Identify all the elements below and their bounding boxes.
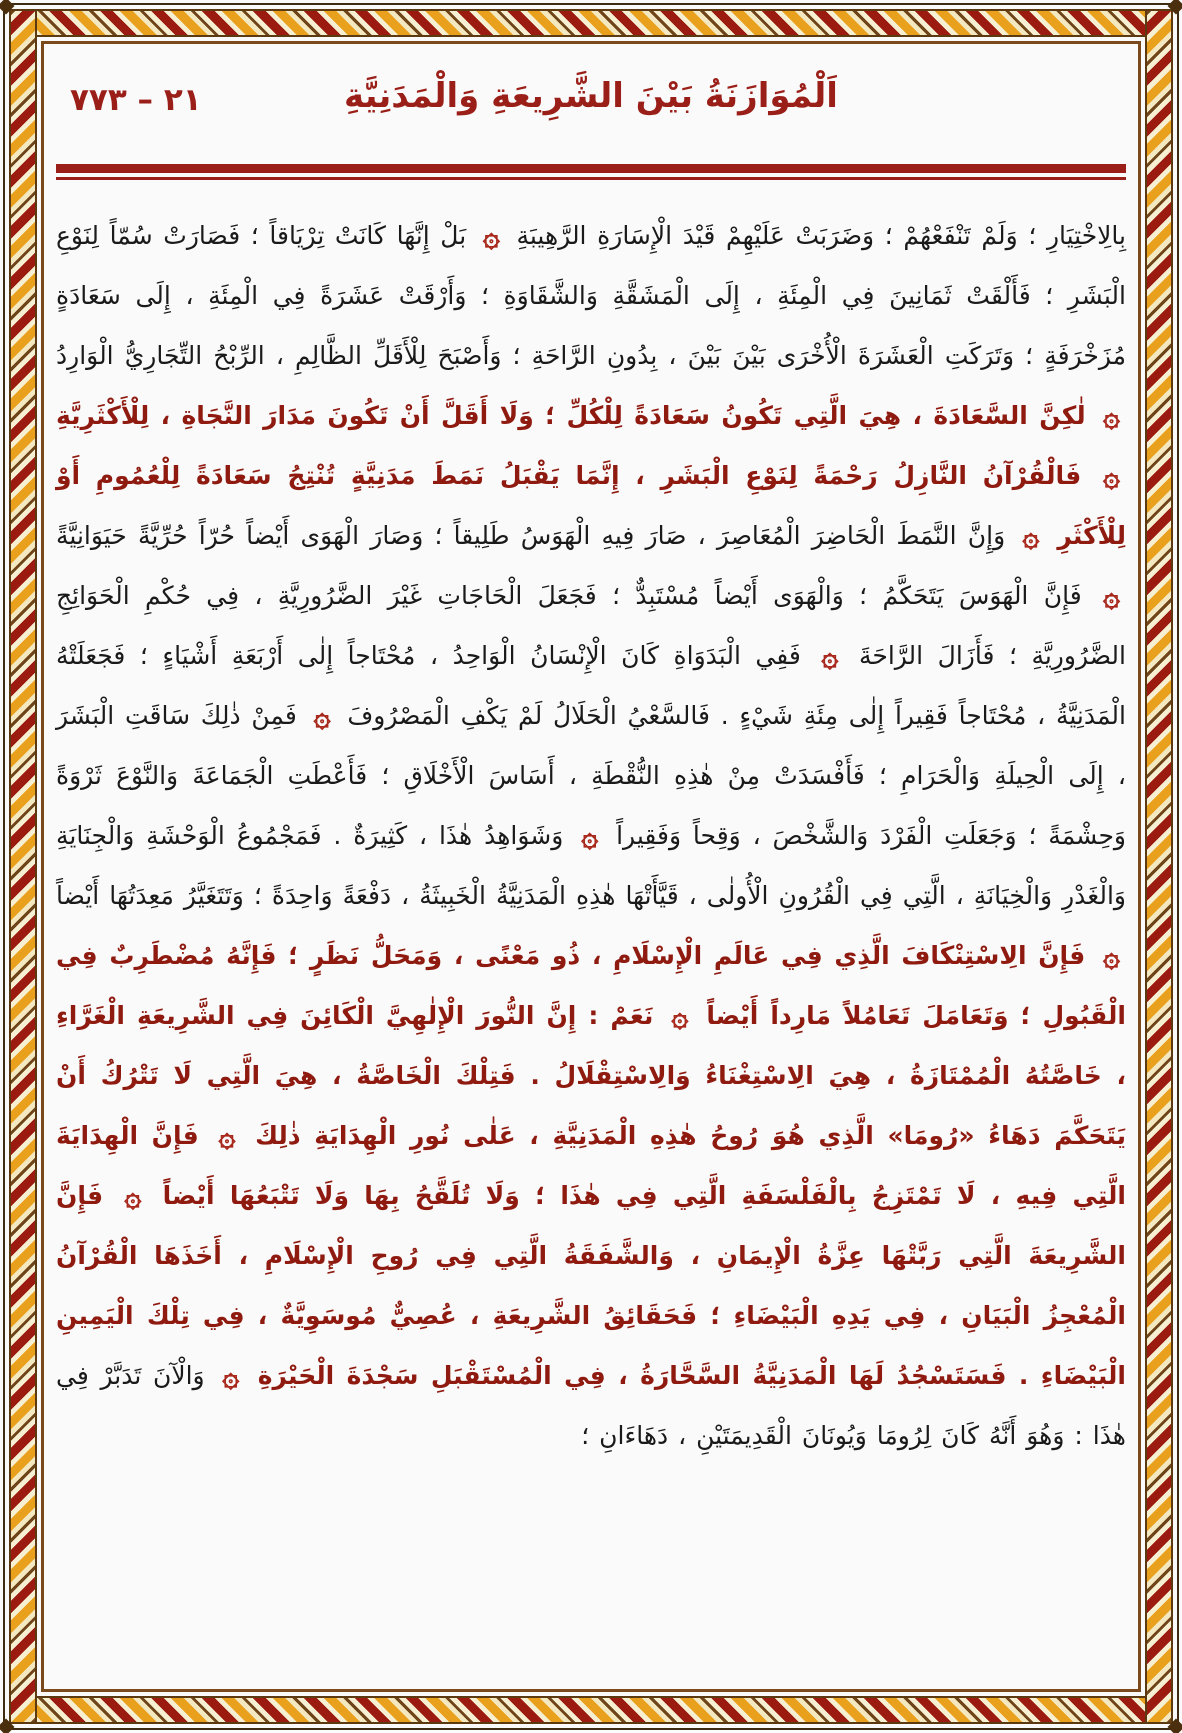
text-run-black: وَإِنَّ النَّمَطَ الْحَاضِرَ الْمُعَاصِرَ ، صَارَ فِيهِ الْهَوَسُ طَلِيقاً ؛ وَصَارَ الْهَوَى أَيْضاً حُرّاً حُرِّيَّةً حَيَوَانِيَّةً <box>56 521 1017 550</box>
rosette-separator-icon: ۞ <box>222 1359 240 1393</box>
text-run-red: فَإِنَّ الِاسْتِنْكَافَ الَّذِي فِي عَالَمِ الْإِسْلَامِ ، ذُو مَعْنًى ، وَمَحَلُّ نَظَرٍ ؛ فَإِنَّهُ مُضْطَرِبٌ فِي الْقَبُولِ ؛ وَتَعَامَلَ تَعَامُلاً مَارِداً أَيْضاً <box>56 941 1126 1030</box>
page-number-marker: ٢١ – ٧٧٣ <box>70 82 202 118</box>
rosette-separator-icon: ۞ <box>1022 519 1040 553</box>
header-divider-thick <box>56 164 1126 173</box>
border-chain-left <box>9 9 37 1724</box>
body-text <box>56 206 1126 1466</box>
text-run-black: وَالْآنَ تَدَبَّرْ فِي هٰذَا : وَهُوَ أَنَّهُ كَانَ لِرُومَا وَيُونَانَ الْقَدِيمَتَيْنِ ، دَهَاءَانِ ؛ <box>56 1361 1126 1450</box>
border-chain-right <box>1145 9 1173 1724</box>
text-run-red: نَعَمْ : إِنَّ النُّورَ الْإِلٰهِيَّ الْكَائِنَ فِي الشَّرِيعَةِ الْغَرَّاءِ ، خَاصَّتُهُ الْمُمْتَازَةُ ، هِيَ الِاسْتِغْنَاءُ وَالِاسْتِقْلَالُ . فَتِلْكَ الْخَاصَّةُ ، هِيَ الَّتِي لَا تَتْرُكُ أَنْ يَتَحَكَّمَ دَهَاءُ «رُومَا» الَّذِي هُوَ رُوحُ هٰذِهِ الْمَدَنِيَّةِ ، عَلٰى نُورِ الْهِدَايَةِ ذٰلِكَ <box>56 1001 1126 1150</box>
rosette-separator-icon: ۞ <box>671 999 689 1033</box>
text-run-black: بَلْ إِنَّهَا كَانَتْ تِرْيَاقاً ؛ فَصَارَتْ سُمّاً لِنَوْعِ الْبَشَرِ ؛ فَأَلْقَتْ ثَمَانِينَ فِي الْمِئَةِ ، إِلَى الْمَشَقَّةِ وَالشَّقَاوَةِ ؛ وَأَرْقَتْ عَشَرَةً فِي الْمِئَةِ ، إِلَى سَعَادَةٍ مُزَخْرَفَةٍ ؛ وَتَرَكَتِ الْعَشَرَةَ الْأُخْرَى بَيْنَ بَيْنَ ، بِدُونِ الرَّاحَةِ ؛ وَأَصْبَحَ لِلْأَقَلِّ الظَّالِمِ ، الرِّبْحُ التِّجَارِيُّ الْوَارِدُ <box>56 221 1126 370</box>
border-chain-bottom <box>9 1696 1173 1724</box>
text-run-red: فَإِنَّ الْهِدَايَةَ الَّتِي فِيهِ ، لَا تَمْتَزِجُ بِالْفَلْسَفَةِ الَّتِي فِي هٰذَا ؛ وَلَا تُلَقَّحُ بِهَا وَلَا تَتْبَعُهَا أَيْضاً <box>56 1121 1126 1210</box>
text-run-black: بِالِاخْتِيَارِ ؛ وَلَمْ تَنْفَعْهُمْ ؛ وَضَرَبَتْ عَلَيْهِمْ قَيْدَ الْإِسَارَةِ الرَّهِيبَةِ <box>505 221 1127 250</box>
rosette-separator-icon: ۞ <box>821 639 839 673</box>
page-title: اَلْمُوَازَنَةُ بَيْنَ الشَّرِيعَةِ وَالْمَدَنِيَّةِ <box>344 76 838 116</box>
page-content <box>56 48 1126 1685</box>
border-chain-top <box>9 9 1173 37</box>
rosette-separator-icon: ۞ <box>581 819 599 853</box>
text-run-red: فَالْقُرْآنُ النَّازِلُ رَحْمَةً لِنَوْعِ الْبَشَرِ ، إِنَّمَا يَقْبَلُ نَمَطَ مَدَنِيَّةٍ تُنْتِجُ سَعَادَةً لِلْعُمُومِ أَوْ لِلْأَكْثَرِ <box>56 461 1126 550</box>
rosette-separator-icon: ۞ <box>482 219 500 253</box>
rosette-separator-icon: ۞ <box>124 1179 142 1213</box>
text-run-black: فَإِنَّ الْهَوَسَ يَتَحَكَّمُ ؛ وَالْهَوَى أَيْضاً مُسْتَبِدٌّ ؛ فَجَعَلَ الْحَاجَاتِ غَيْرَ الضَّرُورِيَّةِ ، فِي حُكْمِ الْحَوَائِجِ الضَّرُورِيَّةِ ؛ فَأَزَالَ الرَّاحَةَ <box>56 581 1126 670</box>
header-divider-thin <box>56 177 1126 180</box>
rosette-separator-icon: ۞ <box>1103 579 1120 613</box>
rosette-separator-icon: ۞ <box>313 699 331 733</box>
text-run-red: لٰكِنَّ السَّعَادَةَ ، هِيَ الَّتِي تَكُونُ سَعَادَةً لِلْكُلِّ ؛ وَلَا أَقَلَّ أَنْ تَكُونَ مَدَارَ النَّجَاةِ ، لِلْأَكْثَرِيَّةِ <box>56 401 1097 430</box>
text-run-black: فَمِنْ ذٰلِكَ سَاقَتِ الْبَشَرَ ، إِلَى الْحِيلَةِ وَالْحَرَامِ ؛ فَأَفْسَدَتْ مِنْ هٰذِهِ النُّقْطَةِ ، أَسَاسَ الْأَخْلَاقِ ؛ فَأَعْطَتِ الْجَمَاعَةَ وَالنَّوْعَ ثَرْوَةً وَحِشْمَةً ؛ وَجَعَلَتِ الْفَرْدَ وَالشَّخْصَ ، وَقِحاً وَفَقِيراً <box>56 701 1126 850</box>
rosette-separator-icon: ۞ <box>1103 459 1120 493</box>
text-run-black: فَفِي الْبَدَوَاةِ كَانَ الْإِنْسَانُ الْوَاحِدُ ، مُحْتَاجاً إِلٰى أَرْبَعَةِ أَشْيَاءٍ ؛ فَجَعَلَتْهُ الْمَدَنِيَّةُ ، مُحْتَاجاً فَقِيراً إِلٰى مِئَةِ شَيْءٍ . فَالسَّعْيُ الْحَلَالُ لَمْ يَكْفِ الْمَصْرُوفَ <box>56 641 1126 730</box>
text-run-black: وَشَوَاهِدُ هٰذَا ، كَثِيرَةٌ . فَمَجْمُوعُ الْوَحْشَةِ وَالْجِنَايَةِ وَالْغَدْرِ وَالْخِيَانَةِ ، الَّتِي فِي الْقُرُونِ الْأُولٰى ، قَيَّأَتْهَا هٰذِهِ الْمَدَنِيَّةُ الْخَبِيثَةُ ، دَفْعَةً وَاحِدَةً ؛ وَتَتَغَيَّرُ مَعِدَتُهَا أَيْضاً <box>56 821 1126 910</box>
rosette-separator-icon: ۞ <box>1103 399 1120 433</box>
page-header <box>56 76 1126 150</box>
rosette-separator-icon: ۞ <box>1103 939 1120 973</box>
text-run-red: فَإِنَّ الشَّرِيعَةَ الَّتِي رَبَّتْهَا عِزَّةُ الْإِيمَانِ ، وَالشَّفَقَةُ الَّتِي فِي رُوحِ الْإِسْلَامِ ، أَخَذَهَا الْقُرْآنُ الْمُعْجِزُ الْبَيَانِ ، فِي يَدِهِ الْبَيْضَاءِ ؛ فَحَقَائِقُ الشَّرِيعَةِ ، عُصِيٌّ مُوسَوِيَّةٌ ، فِي تِلْكَ الْيَمِينِ الْبَيْضَاءِ . فَسَتَسْجُدُ لَهَا الْمَدَنِيَّةُ السَّحَّارَةُ ، فِي الْمُسْتَقْبَلِ سَجْدَةَ الْحَيْرَةِ <box>56 1181 1126 1390</box>
rosette-separator-icon: ۞ <box>218 1119 236 1153</box>
